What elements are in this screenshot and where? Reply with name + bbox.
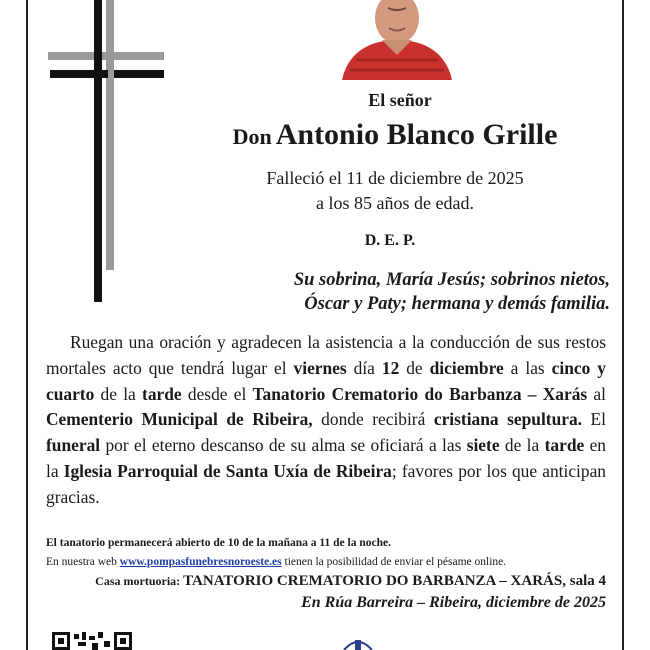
body-emphasis: cinco y cuarto bbox=[46, 357, 606, 404]
funeral-home-room: , sala 4 bbox=[562, 573, 606, 589]
body-text: de bbox=[399, 357, 430, 378]
full-name: Antonio Blanco Grille bbox=[275, 118, 558, 151]
body-emphasis: 12 bbox=[381, 357, 400, 378]
body-text: El bbox=[582, 409, 607, 430]
announcement-body bbox=[46, 330, 606, 511]
web-note bbox=[46, 556, 606, 568]
body-text: desde el bbox=[181, 383, 253, 404]
family-line-2: Óscar y Paty; hermana y demás familia. bbox=[304, 294, 610, 314]
body-text: donde recibirá bbox=[312, 409, 434, 430]
body-text: a las bbox=[503, 357, 552, 378]
death-date: Falleció el 11 de diciembre de 2025 bbox=[266, 168, 524, 188]
place-date: En Rúa Barreira – Ribeira, diciembre de 2025 bbox=[301, 594, 606, 611]
age-line: a los 85 años de edad. bbox=[316, 193, 474, 213]
family-list bbox=[170, 268, 610, 316]
website-link[interactable]: www.pompasfunebresnoroeste.es bbox=[119, 556, 282, 568]
body-emphasis: Iglesia Parroquial de Santa Uxía de Ribeira bbox=[63, 460, 392, 481]
web-note-prefix: En nuestra web bbox=[46, 556, 120, 568]
body-text: en la bbox=[46, 435, 606, 481]
body-text: ; favores por los que anticipan gracias. bbox=[46, 460, 606, 507]
left-border-line bbox=[26, 0, 28, 650]
body-emphasis: funeral bbox=[46, 435, 101, 456]
body-emphasis: tarde bbox=[142, 383, 182, 404]
body-emphasis: Cementerio Municipal de Ribeira, bbox=[46, 409, 313, 430]
family-line-1: Su sobrina, María Jesús; sobrinos nietos, bbox=[293, 270, 610, 290]
funeral-home-line bbox=[46, 573, 606, 590]
body-emphasis: tarde bbox=[544, 435, 585, 456]
body-emphasis: siete bbox=[466, 435, 500, 456]
body-text: de la bbox=[499, 435, 545, 456]
body-emphasis: cristiana sepultura. bbox=[433, 409, 583, 430]
body-text: Ruegan una oración y agradecen la asistencia a la conducción de sus restos mortales acto que tendrá lugar el bbox=[46, 332, 606, 378]
funeral-home-logo bbox=[340, 636, 376, 650]
body-text: de la bbox=[94, 383, 143, 404]
honorific: Don bbox=[232, 124, 272, 149]
body-text: por el eterno descanso de su alma se oficiará a las bbox=[100, 435, 467, 456]
cross-icon bbox=[48, 0, 168, 305]
funeral-home-name: TANATORIO CREMATORIO DO BARBANZA – XARÁS bbox=[183, 573, 563, 589]
deceased-photo bbox=[336, 0, 458, 80]
web-note-suffix: tienen la posibilidad de enviar el pésame online. bbox=[281, 556, 507, 568]
rest-in-peace: D. E. P. bbox=[364, 232, 416, 249]
qr-code-icon[interactable] bbox=[52, 632, 132, 650]
funeral-home-label: Casa mortuoria: bbox=[95, 574, 184, 588]
body-emphasis: diciembre bbox=[429, 357, 504, 378]
body-text: al bbox=[587, 383, 606, 404]
body-emphasis: viernes bbox=[293, 357, 347, 378]
body-emphasis: Tanatorio Crematorio do Barbanza – Xarás bbox=[252, 383, 588, 404]
deceased-name bbox=[150, 118, 640, 152]
body-text: día bbox=[346, 357, 382, 378]
title-prefix: El señor bbox=[368, 90, 432, 110]
right-border-line bbox=[622, 0, 624, 650]
hours-note: El tanatorio permanecerá abierto de 10 de la mañana a 11 de la noche. bbox=[46, 537, 391, 549]
